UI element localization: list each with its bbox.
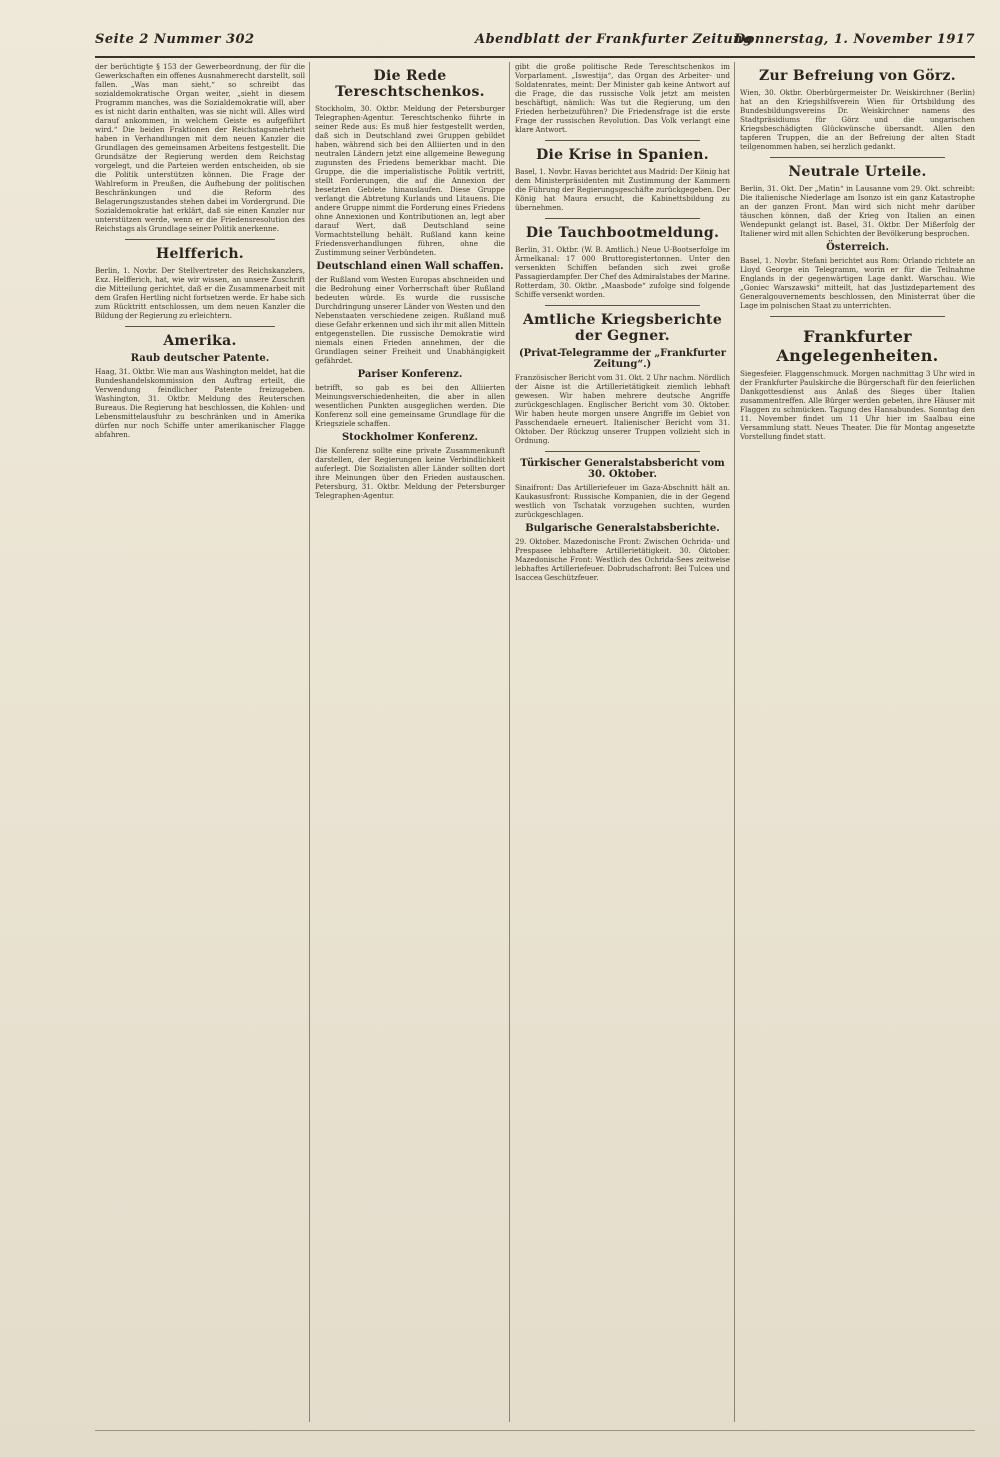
article-subheading: Österreich. (826, 242, 889, 253)
masthead (95, 30, 975, 58)
article-heading: Zur Befreiung von Görz. (759, 68, 956, 84)
article-heading: Die Rede Tereschtschenkos. (335, 68, 485, 100)
article-text: der Rußland vom Westen Europas abschneiden und die Bedrohung einer Vorherrschaft über Rußland bedeuten würde. Es wurde die russische Durchdringung unserer Länder von Westen und den Nebenstaaten verschiedene zeigen. Rußland muß diese Gefahr erkennen und sich ihr mit allen Mitteln entgegenstellen. Die russische Demokratie wird niemals einen Frieden annehmen, der die Grundlagen seiner Freiheit und Unabhängigkeit gefährdet. (315, 275, 505, 365)
article-text: Basel, 1. Novbr. Havas berichtet aus Madrid: Der König hat dem Ministerpräsidenten mit Zustimmung der Kammern die Führung der Regierungsgeschäfte zurückgegeben. Der König hat Maura ersucht, die Kabinettsbildung zu übernehmen. (515, 167, 730, 212)
article-text: Wien, 30. Oktbr. Oberbürgermeister Dr. Weiskirchner (Berlin) hat an den Kriegshilfsverein Wien für Ortsbildung des Bundesbildungsvereins Dr. Weiskirchner namens des Stadtpräsidiums für Görz und die ungarischen Kriegsbeschädigten Glückwünsche übersandt. Allen den tapferen Truppen, die an der Befreiung der alten Stadt teilgenommen haben, sei herzlich gedankt. (740, 88, 975, 151)
section-divider (545, 218, 700, 219)
article-text: betrifft, so gab es bei den Alliierten Meinungsverschiedenheiten, die aber in allen wesentlichen Punkten ausgeglichen werden. Die Konferenz soll eine gemeinsame Grundlage für die Kriegsziele schaffen. (315, 383, 505, 428)
article-subheading: Pariser Konferenz. (357, 369, 463, 380)
article-text: Berlin, 31. Oktbr. (W. B. Amtlich.) Neue U-Bootserfolge im Ärmelkanal: 17 000 Bruttoregistertonnen. Unter den versenkten Schiffen befanden sich zwei große Passagierdampfer. Der Chef des Admiralstabes der Marine. Rotterdam, 30. Oktbr. „Maasbode“ zufolge sind folgende Schiffe versenkt worden. (515, 245, 730, 299)
section-divider (545, 140, 700, 141)
column-divider (734, 62, 735, 1422)
article-text: der berüchtigte § 153 der Gewerbeordnung, der für die Gewerkschaften ein offenes Ausnahmerecht darstellt, soll fallen. „Was man sieht,“ so schreibt das sozialdemokratische Organ weiter, „sieht in diesem Programm manches, was die Sozialdemokratie will, aber es ist nicht darin enthalten, was sie nicht will. Alles wird darauf ankommen, in welchem Geiste es aufgeführt wird.“ Die beiden Fraktionen der Reichstagsmehrheit haben in Verhandlungen mit dem neuen Kanzler die Grundlagen des gemeinsamen Arbeitens festgestellt. Die Grundsätze der Regierung werden dem Reichstag vorgelegt, und die Parteien werden entscheiden, ob sie die Politik unterstützen können. Die Frage der Wahlreform in Preußen, die Aufhebung der politischen Beschränkungen und die Reform des Belagerungszustandes stehen dabei im Vordergrund. Die Sozialdemokratie hat erklärt, daß sie einen Kanzler nur unterstützen werde, wenn er die Friedensresolution des Reichstags als Grundlage seiner Politik anerkenne. (95, 62, 305, 233)
article-text: Berlin, 31. Okt. Der „Matin“ in Lausanne vom 29. Okt. schreibt: Die italienische Niederlage am Isonzo ist ein ganz Katastrophe an der ganzen Front. Man wird sich nicht mehr darüber täuschen können, daß der Krieg von Italien an einen Wendepunkt gelangt ist. Basel, 31. Oktbr. Der Mißerfolg der Italiener wird mit allen Schichten der Bevölkerung besprochen. (740, 184, 975, 238)
article-heading: Amerika. (163, 333, 237, 349)
section-divider (125, 326, 275, 327)
article-text: Basel, 1. Novbr. Stefani berichtet aus Rom: Orlando richtete an Lloyd George ein Telegramm, worin er für die Teilnahme Englands in der gegenwärtigen Lage dankt. Warschau. Wie „Goniec Warszawski“ mitteilt, hat das Justizdepartement des Generalgouvernements beschlossen, den Ministerrat über die Lage im polnischen Staat zu unterrichten. (740, 256, 975, 310)
article-heading: Die Krise in Spanien. (536, 147, 709, 163)
article-subheading: Raub deutscher Patente. (130, 353, 270, 364)
section-divider (770, 316, 945, 317)
article-subheading: Deutschland einen Wall schaffen. (316, 261, 504, 272)
section-divider (125, 239, 275, 240)
article-heading: Die Tauchbootmeldung. (525, 225, 720, 241)
article-text: Französischer Bericht vom 31. Okt. 2 Uhr nachm. Nördlich der Aisne ist die Artillerietätigkeit ziemlich lebhaft gewesen. Wir haben mehrere deutsche Angriffe zurückgeschlagen. Englischer Bericht vom 30. Oktober. Wir haben heute morgen unsere Angriffe im Gebiet von Passchendaele erneuert. Italienischer Bericht vom 31. Oktober. Der Rückzug unserer Truppen vollzieht sich in Ordnung. (515, 373, 730, 445)
section-divider (770, 157, 945, 158)
article-heading: Neutrale Urteile. (788, 164, 927, 180)
column-1 (95, 62, 305, 1422)
article-subheading: Stockholmer Konferenz. (341, 432, 479, 443)
article-text: Sinaifront: Das Artilleriefeuer im Gaza-Abschnitt hält an. Kaukasusfront: Russische Kompanien, die in der Gegend westlich von Tschatak vorzugehen suchten, wurden zurückgeschlagen. (515, 483, 730, 519)
article-text: Die Konferenz sollte eine private Zusammenkunft darstellen, der Regierungen keine Verbindlichkeit auferlegt. Die Sozialisten aller Länder sollten dort ihre Meinungen über den Frieden austauschen. Petersburg, 31. Oktbr. Meldung der Petersburger Telegraphen-Agentur. (315, 446, 505, 500)
article-subheading: (Privat-Telegramme der „Frankfurter Zeitung“.) (518, 348, 727, 370)
page-number: Seite 2 Nummer 302 (95, 32, 255, 47)
column-2 (315, 62, 505, 1422)
article-text: Stockholm, 30. Oktbr. Meldung der Petersburger Telegraphen-Agentur. Tereschtschenko führte in seiner Rede aus: Es muß hier festgestellt werden, daß sich in Deutschland zwei Gruppen gebildet haben, während sich bei den Alliierten und in den neutralen Ländern jetzt eine allgemeine Bewegung zugunsten des Friedens bemerkbar macht. Die Gruppe, die die imperialistische Politik vertritt, stellt Forderungen, die auf die Annexion der besetzten Gebiete hinauslaufen. Diese Gruppe verlangt die Abtretung Kurlands und Litauens. Die andere Gruppe nimmt die Forderung eines Friedens ohne Annexionen und Kontributionen an, legt aber darauf Wert, daß Deutschland seine Vormachtstellung behält. Rußland kann keine Friedensverhandlungen führen, ohne die Zustimmung seiner Verbündeten. (315, 104, 505, 257)
article-text: Siegesfeier. Flaggenschmuck. Morgen nachmittag 3 Uhr wird in der Frankfurter Paulskirche die Bürgerschaft für den feierlichen Dankgottesdienst aus Anlaß des Sieges über Italien zusammentreffen. Alle Bürger werden gebeten, ihre Häuser mit Flaggen zu schmücken. Tagung des Hansabundes. Sonntag den 11. November findet um 11 Uhr hier im Saalbau eine Versammlung statt. Neues Theater. Die für Montag angesetzte Vorstellung findet statt. (740, 369, 975, 441)
column-4 (740, 62, 975, 1422)
article-heading: Helfferich. (156, 246, 244, 262)
column-3 (515, 62, 730, 1422)
article-heading: Frankfurter Angelegenheiten. (776, 327, 939, 365)
article-text: gibt die große politische Rede Tereschtschenkos im Vorparlament. „Iswestija“, das Organ des Arbeiter- und Soldatenrates, meint: Der Minister gab keine Antwort auf die Frage, die das russische Volk jetzt am meisten beschäftigt, nämlich: Was tut die Regierung, um den Frieden herbeizuführen? Die Friedensfrage ist die erste Frage der russischen Revolution. Das Volk verlangt eine klare Antwort. (515, 62, 730, 134)
article-heading: Türkischer Generalstabsbericht vom 30. Oktober. (520, 458, 725, 480)
article-text: Berlin, 1. Novbr. Der Stellvertreter des Reichskanzlers, Exz. Helfferich, hat, wie wir wissen, an unsere Zuschrift die Mitteilung gerichtet, daß er die Zusammenarbeit mit dem Grafen Hertling nicht fortsetzen werde. Er habe sich zum Rücktritt entschlossen, um dem neuen Kanzler die Bildung der Regierung zu erleichtern. (95, 266, 305, 320)
section-divider (545, 451, 700, 452)
page-bottom-rule (95, 1430, 975, 1431)
article-text: 29. Oktober. Mazedonische Front: Zwischen Ochrida- und Prespasee lebhaftere Artillerietätigkeit. 30. Oktober. Mazedonische Front: Westlich des Ochrida-Sees zeitweise lebhaftes Artilleriefeuer. Dobrudschafront: Bei Tulcea und Isaccea Geschützfeuer. (515, 537, 730, 582)
column-divider (309, 62, 310, 1422)
article-subheading: Bulgarische Generalstabsberichte. (525, 523, 720, 534)
issue-date: Donnerstag, 1. November 1917 (733, 32, 975, 47)
article-text: Haag, 31. Oktbr. Wie man aus Washington meldet, hat die Bundeshandelskommission den Auftrag erteilt, die Verwendung feindlicher Patente freizugeben. Washington, 31. Oktbr. Meldung des Reuterschen Bureaus. Die Regierung hat beschlossen, die Kohlen- und Lebensmittelausfuhr zu beschränken und in Amerika dürfen nur noch Schiffe unter amerikanischer Flagge abfahren. (95, 367, 305, 439)
newspaper-title: Abendblatt der Frankfurter Zeitung (475, 32, 753, 47)
section-divider (545, 305, 700, 306)
article-heading: Amtliche Kriegsberichte der Gegner. (522, 312, 723, 344)
column-divider (509, 62, 510, 1422)
